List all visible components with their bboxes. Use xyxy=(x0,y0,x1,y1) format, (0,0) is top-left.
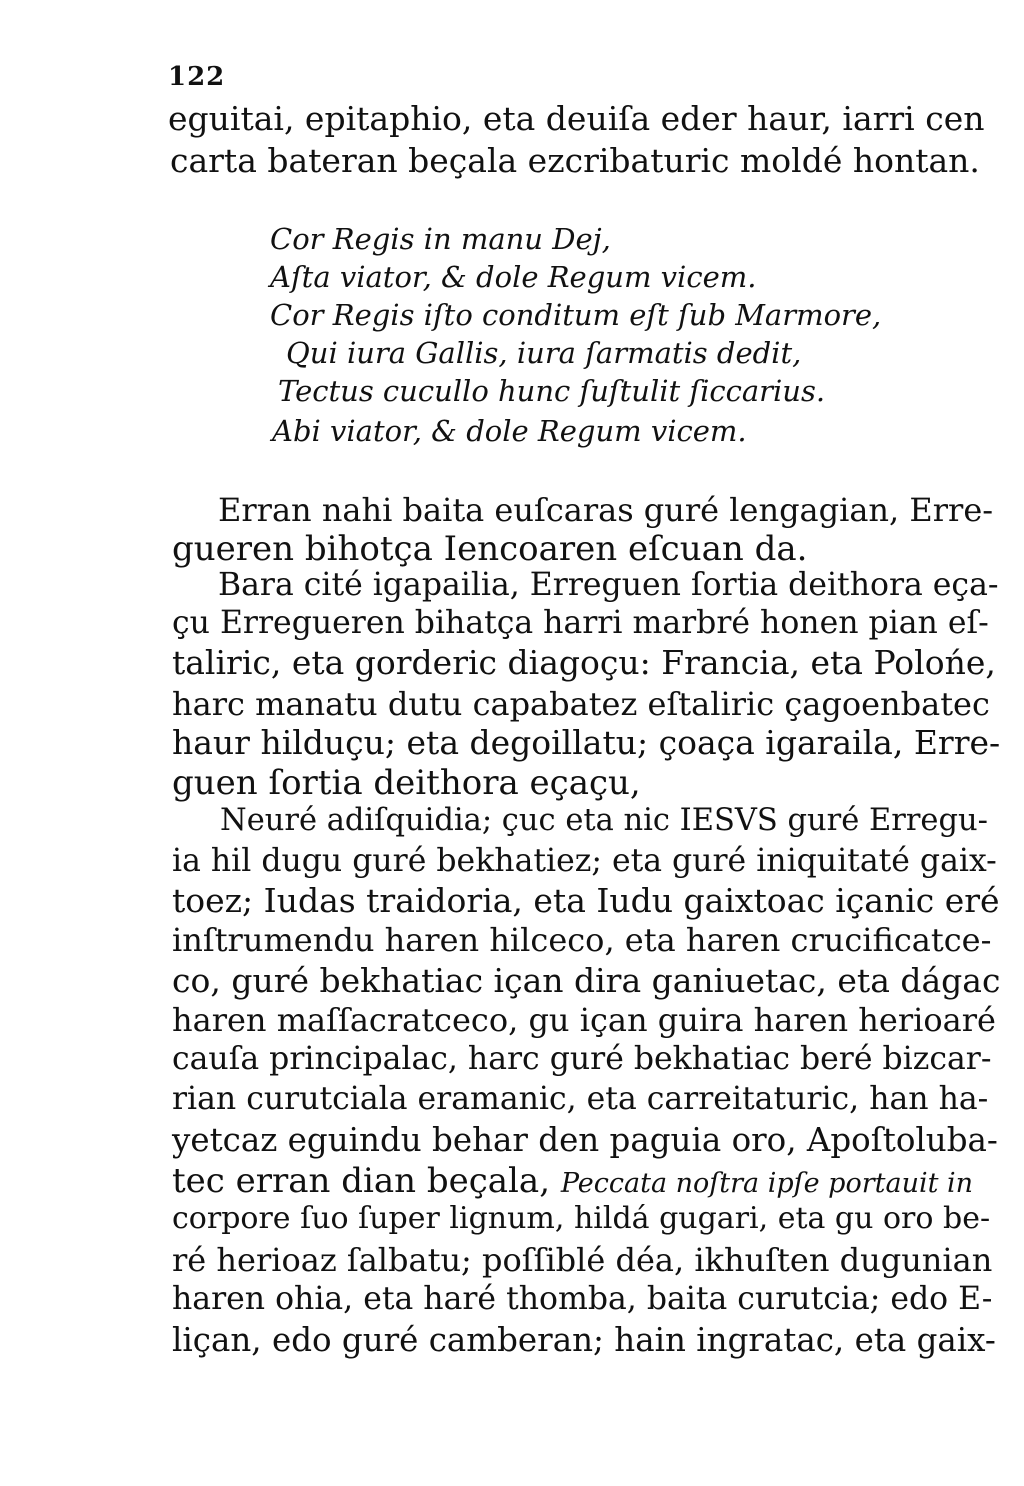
text-line: haren ohia, eta haré thomba, baita curutcia; edo E- xyxy=(172,1281,993,1317)
poem-line: Tectus cucullo hunc ſuſtulit ſiccarius. xyxy=(278,374,826,408)
page-number: 122 xyxy=(168,62,226,92)
text-line: haren maſſacratceco, gu içan guira haren herioaré xyxy=(172,1001,996,1039)
text-line: Erran nahi baita euſcaras guré lengagian, Erre- xyxy=(218,491,994,529)
text-line: rian curutciala eramanic, eta carreitaturic, han ha- xyxy=(172,1081,989,1117)
text-line: cauſa principalac, harc guré bekhatiac beré bizcar- xyxy=(172,1041,992,1077)
poem-line: Abi viator, & dole Regum vicem. xyxy=(272,414,747,448)
text-line: co, guré bekhatiac içan dira ganiuetac, eta dágac xyxy=(172,961,1001,1000)
poem-line: Qui iura Gallis, iura ſarmatis dedit, xyxy=(286,336,802,370)
text-line: guen ſortia deithora eçaçu, xyxy=(172,763,641,803)
text-line: gueren bihotça Iencoaren eſcuan da. xyxy=(172,529,808,569)
text-line: ia hil dugu guré bekhatiez; eta guré iniquitaté gaix- xyxy=(172,843,997,879)
text-line: haur hilduçu; eta degoillatu; çoaça igaraila, Erre- xyxy=(172,723,1001,762)
poem-line: Aſta viator, & dole Regum vicem. xyxy=(270,260,757,294)
text-line: eguitai, epitaphio, eta deuiſa eder haur, iarri cen xyxy=(168,99,985,138)
text-line: inſtrumendu haren hilceco, eta haren crucificatce- xyxy=(172,921,992,959)
text-line: toez; Iudas traidoria, eta Iudu gaixtoac içanic eré xyxy=(172,881,1000,920)
text-line: çu Erregueren bihatça harri marbré honen pian eſ- xyxy=(172,605,989,641)
text-line: harc manatu dutu capabatez eſtaliric çagoenbatec xyxy=(172,685,990,723)
poem-line: Cor Regis in manu Dej, xyxy=(270,222,611,256)
text-line: yetcaz eguindu behar den paguia oro, Apoſtoluba- xyxy=(172,1121,998,1159)
text-line: taliric, eta gorderic diagoçu: Francia, eta Polońe, xyxy=(172,643,996,682)
text-line: ré herioaz ſalbatu; poſſiblé déa, ikhuſten dugunian xyxy=(172,1241,993,1279)
text-line xyxy=(172,1161,974,1201)
text-line: Bara cité igapailia, Erreguen ſortia deithora eça- xyxy=(218,567,999,603)
text-line: liçan, edo guré camberan; hain ingratac, eta gaix- xyxy=(172,1321,996,1359)
text-line-roman: tec erran dian beçala, xyxy=(172,1161,551,1201)
poem-line: Cor Regis iſto conditum eſt ſub Marmore, xyxy=(270,298,882,332)
latin-quote: Peccata noſtra ipſe portauit in xyxy=(560,1168,974,1199)
text-line: carta bateran beçala ezcribaturic moldé hontan. xyxy=(170,141,980,180)
text-line: corpore ſuo ſuper lignum, hildá gugari, eta gu oro be- xyxy=(172,1201,991,1236)
text-line: Neuré adiſquidia; çuc eta nic IESVS guré Erregu- xyxy=(220,803,988,838)
